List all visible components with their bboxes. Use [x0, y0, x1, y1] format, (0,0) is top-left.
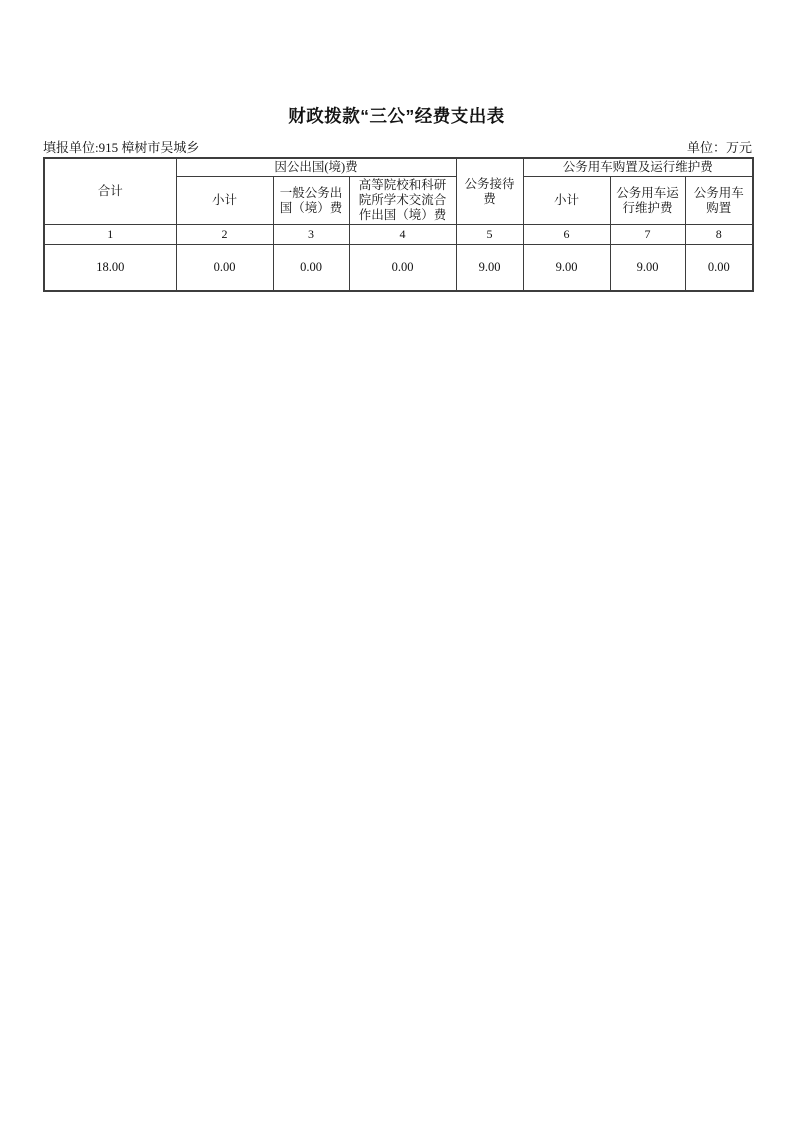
header-abroad-group: 因公出国(境)费: [176, 158, 456, 177]
table-row-values: [44, 245, 753, 291]
header-abroad-subtotal: 小计: [176, 177, 273, 225]
col-index-cell: 8: [685, 225, 753, 245]
value-cell-abroad-subtotal: 0.00: [176, 245, 273, 291]
value-cell-abroad-academic: 0.00: [349, 245, 456, 291]
expense-table: [43, 157, 754, 292]
header-vehicle-subtotal: 小计: [523, 177, 610, 225]
page-title: 财政拨款“三公”经费支出表: [288, 106, 505, 126]
value-cell-vehicle-purchase: 0.00: [685, 245, 753, 291]
col-index-cell: 6: [523, 225, 610, 245]
header-vehicle-group: 公务用车购置及运行维护费: [523, 158, 753, 177]
table-row-group-headers: [44, 158, 753, 177]
col-index-cell: 7: [610, 225, 685, 245]
col-index-cell: 4: [349, 225, 456, 245]
header-abroad-academic: 高等院校和科研院所学术交流合作出国（境）费: [349, 177, 456, 225]
header-reception: 公务接待费: [456, 158, 523, 225]
value-cell-abroad-general: 0.00: [273, 245, 349, 291]
col-index-cell: 5: [456, 225, 523, 245]
value-cell-vehicle-subtotal: 9.00: [523, 245, 610, 291]
value-cell-reception: 9.00: [456, 245, 523, 291]
unit-note-label: 单位：万元: [686, 140, 752, 155]
table-row-column-indexes: [44, 225, 753, 245]
table-meta-row: [43, 137, 752, 156]
header-vehicle-purchase: 公务用车购置: [685, 177, 753, 225]
col-index-cell: 1: [44, 225, 176, 245]
report-unit-label: 填报单位:915 樟树市吴城乡: [43, 140, 200, 155]
col-index-cell: 2: [176, 225, 273, 245]
col-index-cell: 3: [273, 225, 349, 245]
header-total: 合计: [44, 158, 176, 225]
header-abroad-general: 一般公务出国（境）费: [273, 177, 349, 225]
header-vehicle-maintenance: 公务用车运行维护费: [610, 177, 685, 225]
value-cell-total: 18.00: [44, 245, 176, 291]
value-cell-vehicle-maintenance: 9.00: [610, 245, 685, 291]
